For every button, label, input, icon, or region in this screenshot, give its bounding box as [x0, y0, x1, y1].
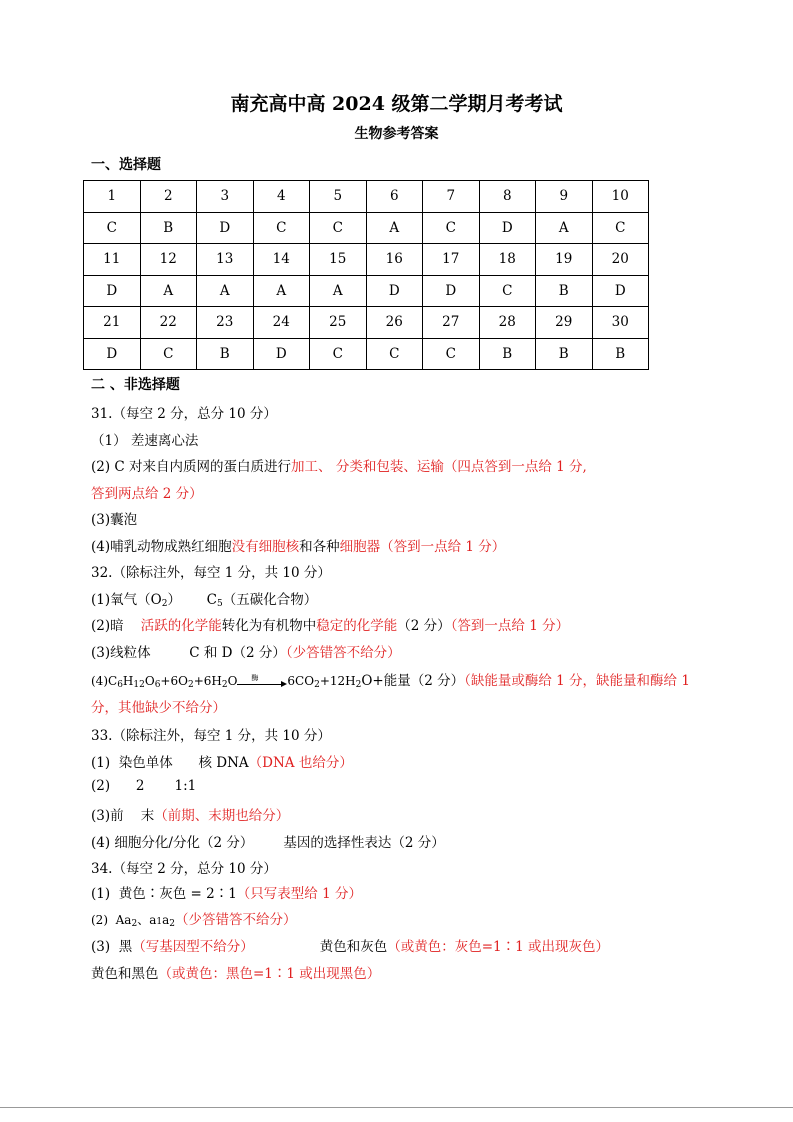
question-number-cell: 24: [253, 307, 310, 339]
answer-cell: C: [479, 275, 536, 307]
answer-cell: C: [423, 212, 480, 244]
question-number-cell: 3: [197, 181, 254, 213]
page-title: 南充高中高 2024 级第二学期月考考试: [230, 93, 563, 115]
question-number-cell: 20: [592, 244, 649, 276]
q34-answer-2: [91, 908, 296, 929]
eq-sub: 6: [117, 680, 123, 690]
eq-h2o: +6H: [193, 674, 222, 688]
q32-answer-1-a: (1)氧气（O: [91, 592, 162, 608]
q34-answer-1: [91, 882, 362, 902]
q32-answer-1-c: （五碳化合物）: [222, 592, 318, 608]
q31-answer-2-text: (2) C 对来自内质网的蛋白质进行: [91, 459, 292, 475]
q34-answer-3-grading1: （写基因型不给分）: [132, 939, 254, 955]
q32-answer-3: [91, 641, 401, 661]
respiration-equation: [91, 674, 361, 688]
question-number-cell: 10: [592, 181, 649, 213]
question-number-cell: 19: [536, 244, 593, 276]
eq-sub: 2: [314, 680, 320, 690]
eq-c: (4)C: [91, 674, 118, 688]
q33-answer-1-text: (1) 染色单体 核 DNA: [91, 755, 249, 771]
q31-answer-4-text: (4)哺乳动物成熟红细胞: [91, 539, 232, 555]
answer-cell: D: [479, 212, 536, 244]
q32-answer-4: [91, 669, 690, 690]
answer-cell: C: [84, 212, 141, 244]
answer-cell: C: [592, 212, 649, 244]
section-heading-nonchoice: 二 、非选择题: [91, 377, 180, 393]
genotype-c: a: [162, 913, 170, 927]
question-number-cell: 13: [197, 244, 254, 276]
q34-genotypes: [91, 913, 175, 927]
genotype-b: 、a: [137, 913, 157, 927]
question-number-cell: 25: [310, 307, 367, 339]
question-number-cell: 27: [423, 307, 480, 339]
q34-answer-4-grading: （或黄色：黑色=1∶1 或出现黑色）: [158, 966, 381, 982]
q34-answer-3-text2: 黄色和灰色: [319, 939, 388, 955]
q32-answer-1-a-sub: 2: [161, 599, 168, 609]
question-number-row: [84, 307, 649, 339]
q31-answer-4: [91, 535, 505, 555]
question-number-cell: 7: [423, 181, 480, 213]
q31-answer-4-text2: 和各种: [299, 539, 340, 555]
q31-answer-4-key2: 细胞器（答到一点给 1 分）: [339, 539, 506, 555]
q33-answer-1: [91, 751, 353, 771]
q32-answer-3-text: (3)线粒体 C 和 D（2 分）: [91, 645, 286, 661]
answer-cell: B: [197, 338, 254, 370]
page-subtitle: 生物参考答案: [354, 126, 439, 142]
q33-answer-4: (4) 细胞分化/分化（2 分） 基因的选择性表达（2 分）: [91, 835, 445, 851]
question-number-cell: 5: [310, 181, 367, 213]
q33-answer-3: [91, 804, 289, 824]
arrow-label: 酶: [251, 673, 259, 682]
q32-answer-2-key2: 稳定的化学能: [316, 618, 398, 634]
answer-cell: B: [536, 275, 593, 307]
answer-cell: C: [310, 212, 367, 244]
question-number-cell: 14: [253, 244, 310, 276]
question-number-cell: 15: [310, 244, 367, 276]
answer-row: [84, 275, 649, 307]
question-number-cell: 11: [84, 244, 141, 276]
answer-cell: A: [197, 275, 254, 307]
q31-answer-1: （1） 差速离心法: [91, 433, 199, 449]
eq-o: O: [227, 674, 238, 688]
q31-heading: 31.（每空 2 分，总分 10 分）: [91, 406, 277, 422]
q32-heading: 32.（除标注外，每空 1 分，共 10 分）: [91, 565, 331, 581]
answer-cell: A: [140, 275, 197, 307]
q32-answer-2-key1: 活跃的化学能: [140, 618, 222, 634]
q32-answer-2-grading: （答到一点给 1 分）: [450, 618, 570, 634]
q32-answer-2: [91, 614, 569, 634]
eq-sub: 12: [133, 680, 145, 690]
genotype-a: (2) Aa: [91, 913, 132, 927]
answer-cell: A: [253, 275, 310, 307]
question-number-cell: 4: [253, 181, 310, 213]
answer-row: [84, 338, 649, 370]
q32-answer-2-b: 转化为有机物中: [221, 618, 317, 634]
page-bottom-divider: [0, 1107, 793, 1108]
eq-co2: 6CO: [287, 674, 315, 688]
q32-answer-1-b-sub: 5: [217, 599, 223, 609]
answer-cell: C: [253, 212, 310, 244]
question-number-cell: 17: [423, 244, 480, 276]
q34-answer-3: [91, 935, 609, 955]
reaction-arrow-icon: [237, 673, 287, 688]
question-number-cell: 29: [536, 307, 593, 339]
q34-answer-4: [91, 962, 380, 982]
q32-answer-2-a: (2)暗: [91, 618, 141, 634]
q34-answer-4-text: 黄色和黑色: [91, 966, 159, 982]
question-number-cell: 12: [140, 244, 197, 276]
q31-answer-4-key1: 没有细胞核: [231, 539, 300, 555]
question-number-cell: 21: [84, 307, 141, 339]
answer-cell: D: [366, 275, 423, 307]
answer-cell: C: [423, 338, 480, 370]
question-number-cell: 9: [536, 181, 593, 213]
q31-answer-2-grading-cont: 答到两点给 2 分）: [91, 486, 203, 502]
answer-cell: B: [140, 212, 197, 244]
question-number-cell: 6: [366, 181, 423, 213]
question-number-row: [84, 181, 649, 213]
answer-cell: D: [592, 275, 649, 307]
eq-o2: +6O: [160, 674, 188, 688]
eq-h: H: [122, 674, 134, 688]
q33-heading: 33.（除标注外，每空 1 分，共 10 分）: [91, 728, 331, 744]
q32-answer-1-b: ） C: [167, 592, 218, 608]
q32-answer-3-grading: （少答错答不给分）: [285, 645, 401, 661]
answer-row: [84, 212, 649, 244]
question-number-cell: 1: [84, 181, 141, 213]
question-number-cell: 23: [197, 307, 254, 339]
answer-cell: B: [536, 338, 593, 370]
question-number-cell: 22: [140, 307, 197, 339]
question-number-cell: 18: [479, 244, 536, 276]
eq-o: O: [144, 674, 155, 688]
q32-answer-4-grading: （缺能量或酶给 1 分，缺能量和酶给 1: [464, 673, 690, 689]
question-number-row: [84, 244, 649, 276]
answer-cell: D: [423, 275, 480, 307]
answer-cell: C: [310, 338, 367, 370]
q32-answer-2-score: （2 分）: [397, 618, 451, 634]
answer-cell: C: [366, 338, 423, 370]
answer-cell: B: [592, 338, 649, 370]
q33-answer-1-grading: （DNA 也给分）: [248, 755, 353, 771]
answer-cell: D: [84, 338, 141, 370]
section-heading-choice: 一、选择题: [91, 157, 161, 173]
q34-heading: 34.（每空 2 分，总分 10 分）: [91, 861, 277, 877]
q34-answer-3-grading2: （或黄色：灰色=1∶1 或出现灰色）: [387, 939, 609, 955]
question-number-cell: 16: [366, 244, 423, 276]
eq-sub: 2: [355, 680, 362, 690]
eq-sub: 2: [221, 680, 228, 690]
answer-cell: A: [310, 275, 367, 307]
q32-answer-1: [91, 588, 317, 609]
genotype-sub: 2: [131, 919, 138, 929]
question-number-cell: 8: [479, 181, 536, 213]
q34-answer-1-grading: （只写表型给 1 分）: [236, 886, 362, 902]
question-number-cell: 28: [479, 307, 536, 339]
eq-sub: 6: [154, 680, 161, 690]
q34-answer-3-text1: (3) 黑: [91, 939, 133, 955]
eq-h2o-right: +12H: [319, 674, 356, 688]
answer-cell: B: [479, 338, 536, 370]
q33-answer-3-grading: （前期、末期也给分）: [154, 808, 290, 824]
answer-cell: D: [253, 338, 310, 370]
q34-answer-2-grading: （少答错答不给分）: [174, 912, 297, 928]
q31-answer-2-grading: 加工、 分类和包装、运输（四点答到一点给 1 分,: [291, 459, 587, 475]
genotype-small: 1: [156, 917, 163, 927]
eq-sub: 2: [187, 680, 194, 690]
answer-cell: A: [536, 212, 593, 244]
question-number-cell: 26: [366, 307, 423, 339]
genotype-sub: 2: [169, 919, 175, 929]
answer-cell: D: [84, 275, 141, 307]
answer-cell: D: [197, 212, 254, 244]
answer-cell: A: [366, 212, 423, 244]
q34-answer-1-text: (1) 黄色∶灰色 = 2∶1: [91, 886, 237, 902]
q33-answer-3-text: (3)前 末: [91, 808, 155, 824]
q31-answer-2: [91, 455, 587, 475]
q32-answer-4-energy: O+能量（2 分）: [361, 673, 465, 689]
answer-cell: C: [140, 338, 197, 370]
q32-answer-4-grading-cont: 分，其他缺少不给分）: [91, 700, 226, 716]
q33-answer-2: (2) 2 1:1: [91, 778, 197, 794]
q31-answer-3: (3)囊泡: [91, 512, 138, 528]
question-number-cell: 2: [140, 181, 197, 213]
question-number-cell: 30: [592, 307, 649, 339]
answer-table: [83, 180, 649, 370]
